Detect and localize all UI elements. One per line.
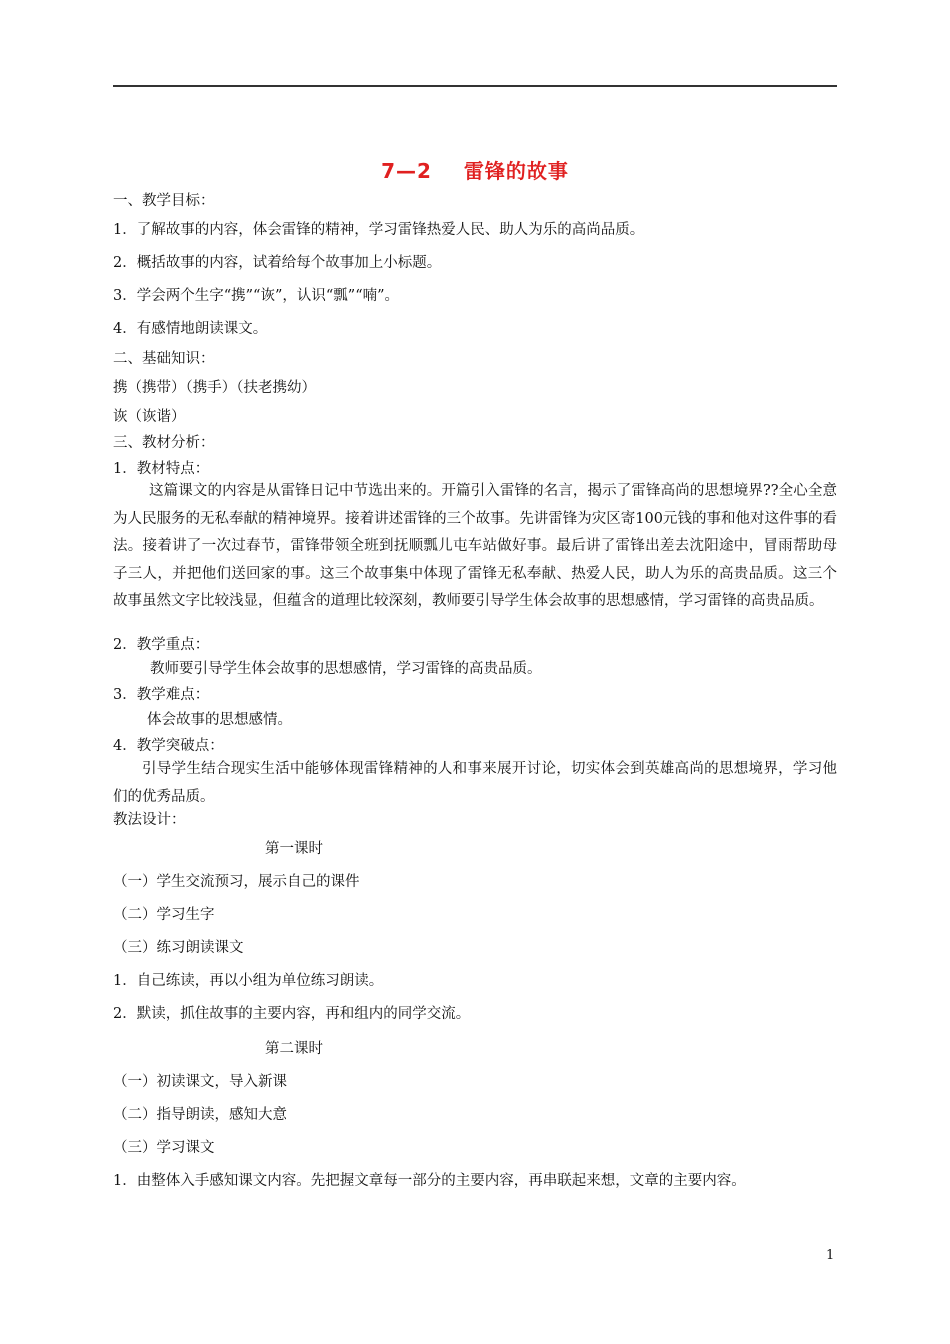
analysis-subheading-1: 1．教材特点： — [113, 461, 210, 477]
period-2-item-3: （三）学习课文 — [113, 1140, 215, 1156]
period-1-item-3: （三）练习朗读课文 — [113, 940, 244, 956]
analysis-text-2: 教师要引导学生体会故事的思想感情，学习雷锋的高贵品质。 — [150, 661, 542, 677]
goal-item-2: 2．概括故事的内容，试着给每个故事加上小标题。 — [113, 255, 442, 271]
lesson-title: 雷锋的故事 — [463, 159, 569, 183]
analysis-text-3: 体会故事的思想感情。 — [147, 712, 292, 728]
period-2-item-2: （二）指导朗读，感知大意 — [113, 1107, 287, 1123]
analysis-subheading-3: 3．教学难点： — [113, 687, 210, 703]
page-title — [0, 155, 950, 184]
period-1-item-5: 2．默读，抓住故事的主要内容，再和组内的同学交流。 — [113, 1006, 471, 1022]
analysis-paragraph-1: 这篇课文的内容是从雷锋日记中节选出来的。开篇引入雷锋的名言，揭示了雷锋高尚的思想境界??全心全意为人民服务的无私奉献的精神境界。接着讲述雷锋的三个故事。先讲雷锋为灾区寄100元钱的事和他对这件事的看法。接着讲了一次过春节，雷锋带领全班到抚顺瓢儿屯车站做好事。最后讲了雷锋出差去沈阳途中，冒雨帮助母子三人，并把他们送回家的事。这三个故事集中体现了雷锋无私奉献、热爱人民，助人为乐的高贵品质。这三个故事虽然文字比较浅显，但蕴含的道理比较深刻，教师要引导学生体会故事的思想感情，学习雷锋的高贵品质。 — [113, 483, 837, 609]
period-1-item-2: （二）学习生字 — [113, 907, 215, 923]
lesson-number: 7—2 — [381, 159, 432, 183]
goal-item-3: 3．学会两个生字“携”“诙”，认识“瓢”“喃”。 — [113, 288, 400, 304]
period-2-heading: 第二课时 — [265, 1041, 323, 1057]
method-heading: 教法设计： — [113, 812, 186, 828]
page-number: 1 — [826, 1248, 835, 1263]
period-1-item-4: 1．自己练读，再以小组为单位练习朗读。 — [113, 973, 384, 989]
period-1-heading: 第一课时 — [265, 841, 323, 857]
basics-item-2: 诙（诙谐） — [113, 409, 186, 425]
section-heading-goals: 一、教学目标： — [113, 193, 215, 209]
analysis-subheading-2: 2．教学重点： — [113, 637, 210, 653]
section-heading-basics: 二、基础知识： — [113, 351, 215, 367]
header-rule — [113, 85, 837, 87]
section-heading-analysis: 三、教材分析： — [113, 435, 215, 451]
analysis-subheading-4: 4．教学突破点： — [113, 738, 224, 754]
period-1-item-1: （一）学生交流预习，展示自己的课件 — [113, 874, 360, 890]
goal-item-4: 4．有感情地朗读课文。 — [113, 321, 268, 337]
analysis-paragraph-2: 引导学生结合现实生活中能够体现雷锋精神的人和事来展开讨论，切实体会到英雄高尚的思想境界，学习他们的优秀品质。 — [113, 761, 837, 805]
period-2-item-4: 1．由整体入手感知课文内容。先把握文章每一部分的主要内容，再串联起来想，文章的主要内容。 — [113, 1173, 746, 1189]
period-2-item-1: （一）初读课文，导入新课 — [113, 1074, 287, 1090]
basics-item-1: 携（携带）（携手）（扶老携幼） — [113, 380, 316, 396]
goal-item-1: 1．了解故事的内容，体会雷锋的精神，学习雷锋热爱人民、助人为乐的高尚品质。 — [113, 222, 645, 238]
